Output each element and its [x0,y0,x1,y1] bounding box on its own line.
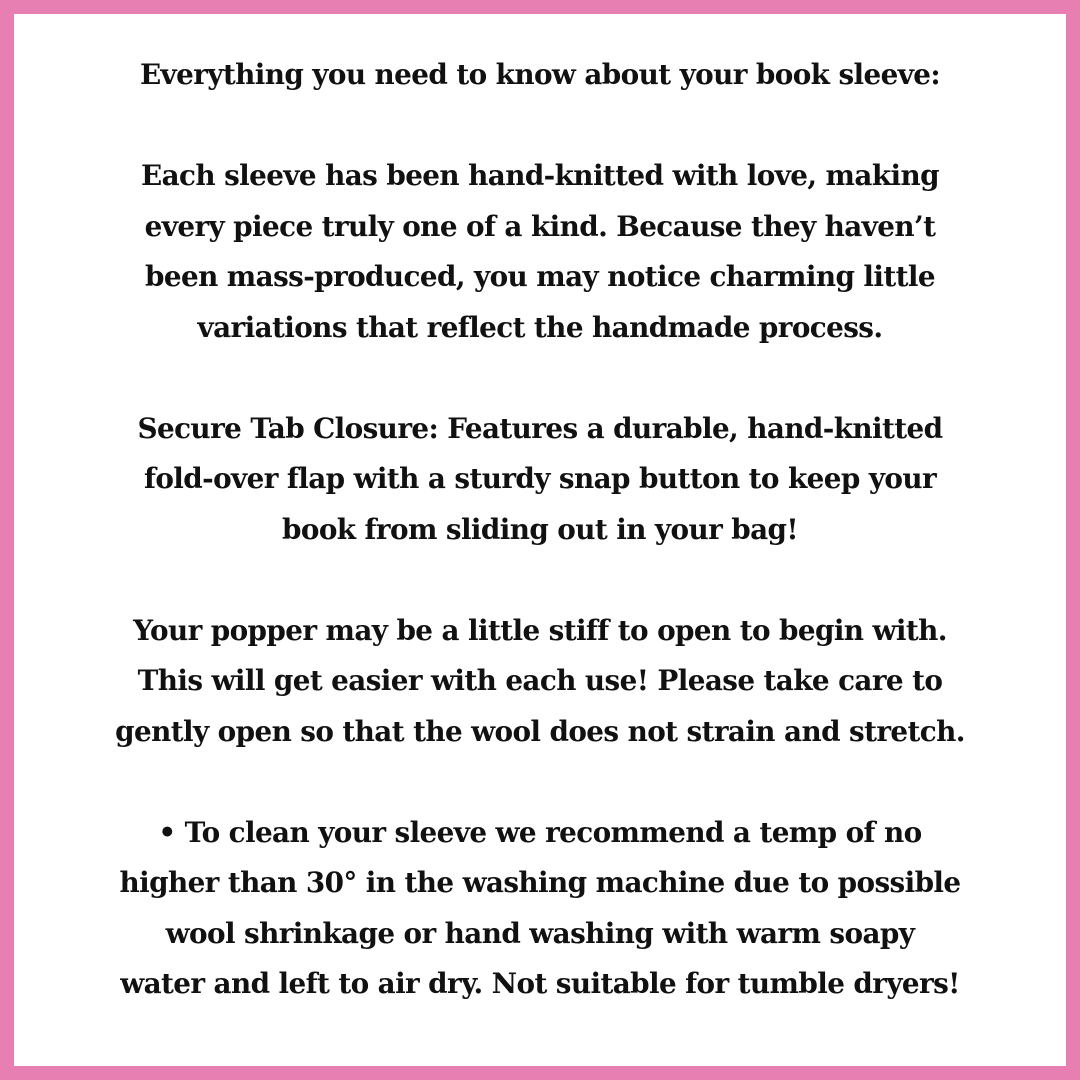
heading-text: Everything you need to know about your book sleeve: [139,58,941,91]
tab-closure-paragraph [14,404,1066,556]
cleaning-paragraph [14,808,1066,1010]
paragraph-line: book from sliding out in your bag! [282,512,798,546]
info-card [14,14,1066,1066]
paragraph-line: Secure Tab Closure: Features a durable, hand-knitted [137,411,943,445]
paragraph-line: This will get easier with each use! Please take care to [137,664,943,697]
handmade-paragraph [14,151,1066,353]
paragraph-line: Each sleeve has been hand-knitted with love, making [141,159,939,192]
paragraph-line: variations that reflect the handmade process. [197,310,883,344]
paragraph-line: gently open so that the wool does not strain and stretch. [115,714,965,748]
heading-paragraph [14,50,1066,101]
paragraph-line: wool shrinkage or hand washing with warm soapy [165,916,915,950]
paragraph-line: water and left to air dry. Not suitable for tumble dryers! [120,967,960,1000]
popper-paragraph [14,606,1066,758]
paragraph-line: been mass-produced, you may notice charming little [145,260,935,293]
paragraph-line: fold-over flap with a sturdy snap button to keep your [143,462,937,495]
paragraph-line: Your popper may be a little stiff to open to begin with. [133,613,947,647]
paragraph-line: higher than 30° in the washing machine due to possible [119,866,961,899]
paragraph-line: • To clean your sleeve we recommend a temp of no [158,815,922,849]
paragraph-line: every piece truly one of a kind. Because they haven’t [144,209,936,243]
